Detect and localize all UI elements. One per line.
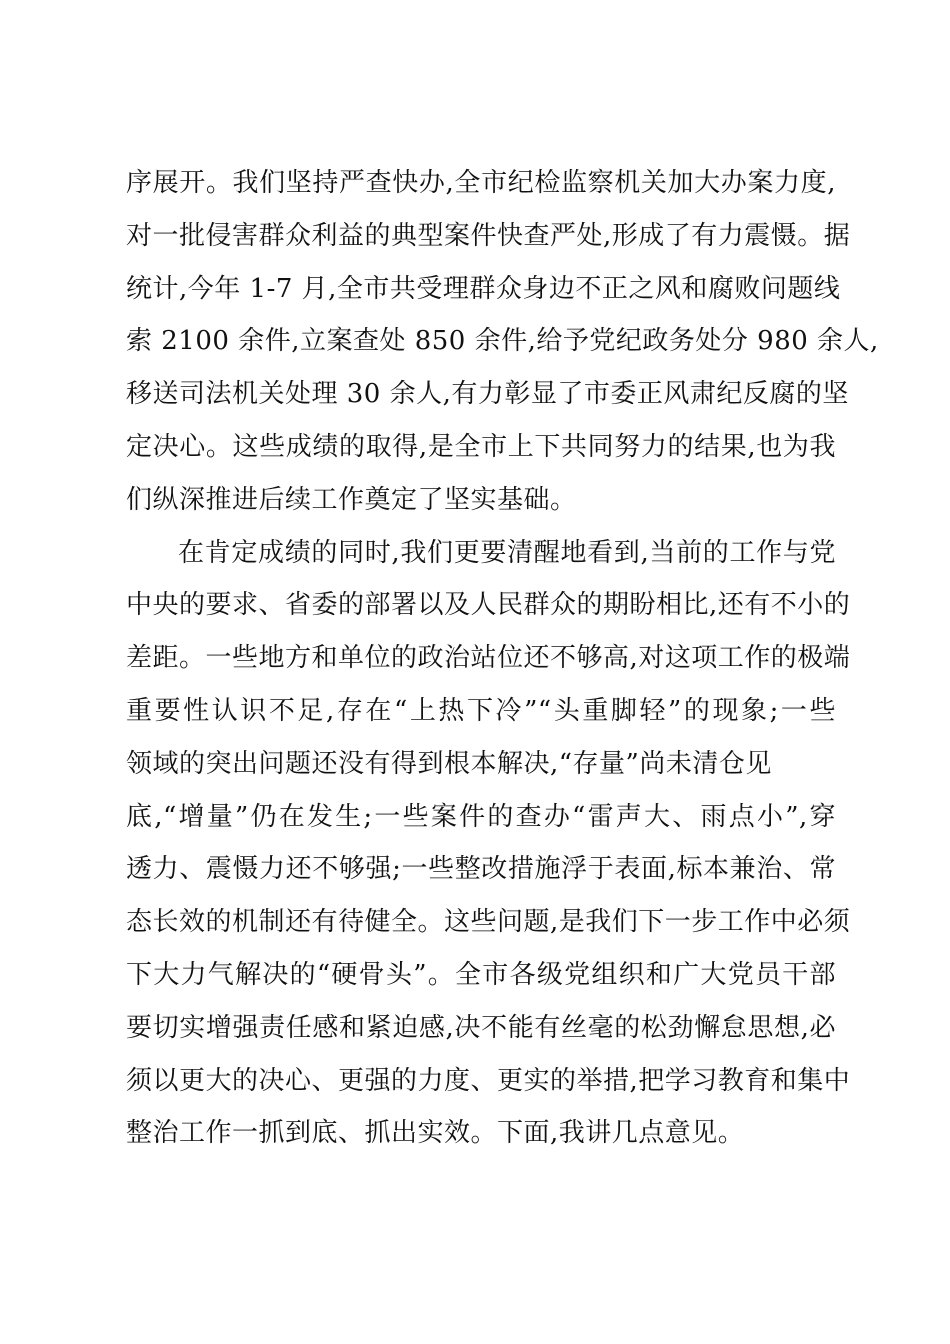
text-line: 领域的突出问题还没有得到根本解决,“存量”尚未清仓见: [126, 748, 772, 779]
text-line: 对一批侵害群众利益的典型案件快查严处,形成了有力震慑。据: [126, 220, 851, 251]
text-line: 定决心。这些成绩的取得,是全市上下共同努力的结果,也为我: [126, 431, 836, 462]
paragraph-shortcomings: [126, 527, 851, 1161]
text-line: 须以更大的决心、更强的力度、更实的举措,把学习教育和集中: [126, 1065, 851, 1096]
text-line: 整治工作一抓到底、抓出实效。下面,我讲几点意见。: [126, 1118, 745, 1149]
text-line: 重要性认识不足,存在“上热下冷”“头重脚轻”的现象;一些: [126, 695, 836, 726]
text-line: 在肯定成绩的同时,我们更要清醒地看到,当前的工作与党: [178, 537, 836, 568]
text-line: 序展开。我们坚持严查快办,全市纪检监察机关加大办案力度,: [126, 168, 836, 198]
text-line: 下大力气解决的“硬骨头”。全市各级党组织和广大党员干部: [126, 959, 836, 990]
text-line: 透力、震慑力还不够强;一些整改措施浮于表面,标本兼治、常: [126, 854, 836, 885]
text-line: 差距。一些地方和单位的政治站位还不够高,对这项工作的极端: [126, 643, 851, 674]
text-line: 索 2100 余件,立案查处 850 余件,给予党纪政务处分 980 余人,: [126, 326, 879, 357]
text-line: 要切实增强责任感和紧迫感,决不能有丝毫的松劲懈怠思想,必: [126, 1012, 836, 1043]
text-line: 中央的要求、省委的部署以及人民群众的期盼相比,还有不小的: [126, 590, 851, 621]
text-line: 们纵深推进后续工作奠定了坚实基础。: [126, 484, 577, 515]
text-line: 统计,今年 1-7 月,全市共受理群众身边不正之风和腐败问题线: [126, 273, 841, 304]
body-text: [126, 157, 879, 1160]
text-line: 移送司法机关处理 30 余人,有力彰显了市委正风肃纪反腐的坚: [126, 379, 849, 410]
text-line: 态长效的机制还有待健全。这些问题,是我们下一步工作中必须: [126, 907, 851, 938]
text-line: 底,“增量”仍在发生;一些案件的查办“雷声大、雨点小”,穿: [126, 801, 836, 832]
paragraph-achievements: [126, 157, 879, 527]
